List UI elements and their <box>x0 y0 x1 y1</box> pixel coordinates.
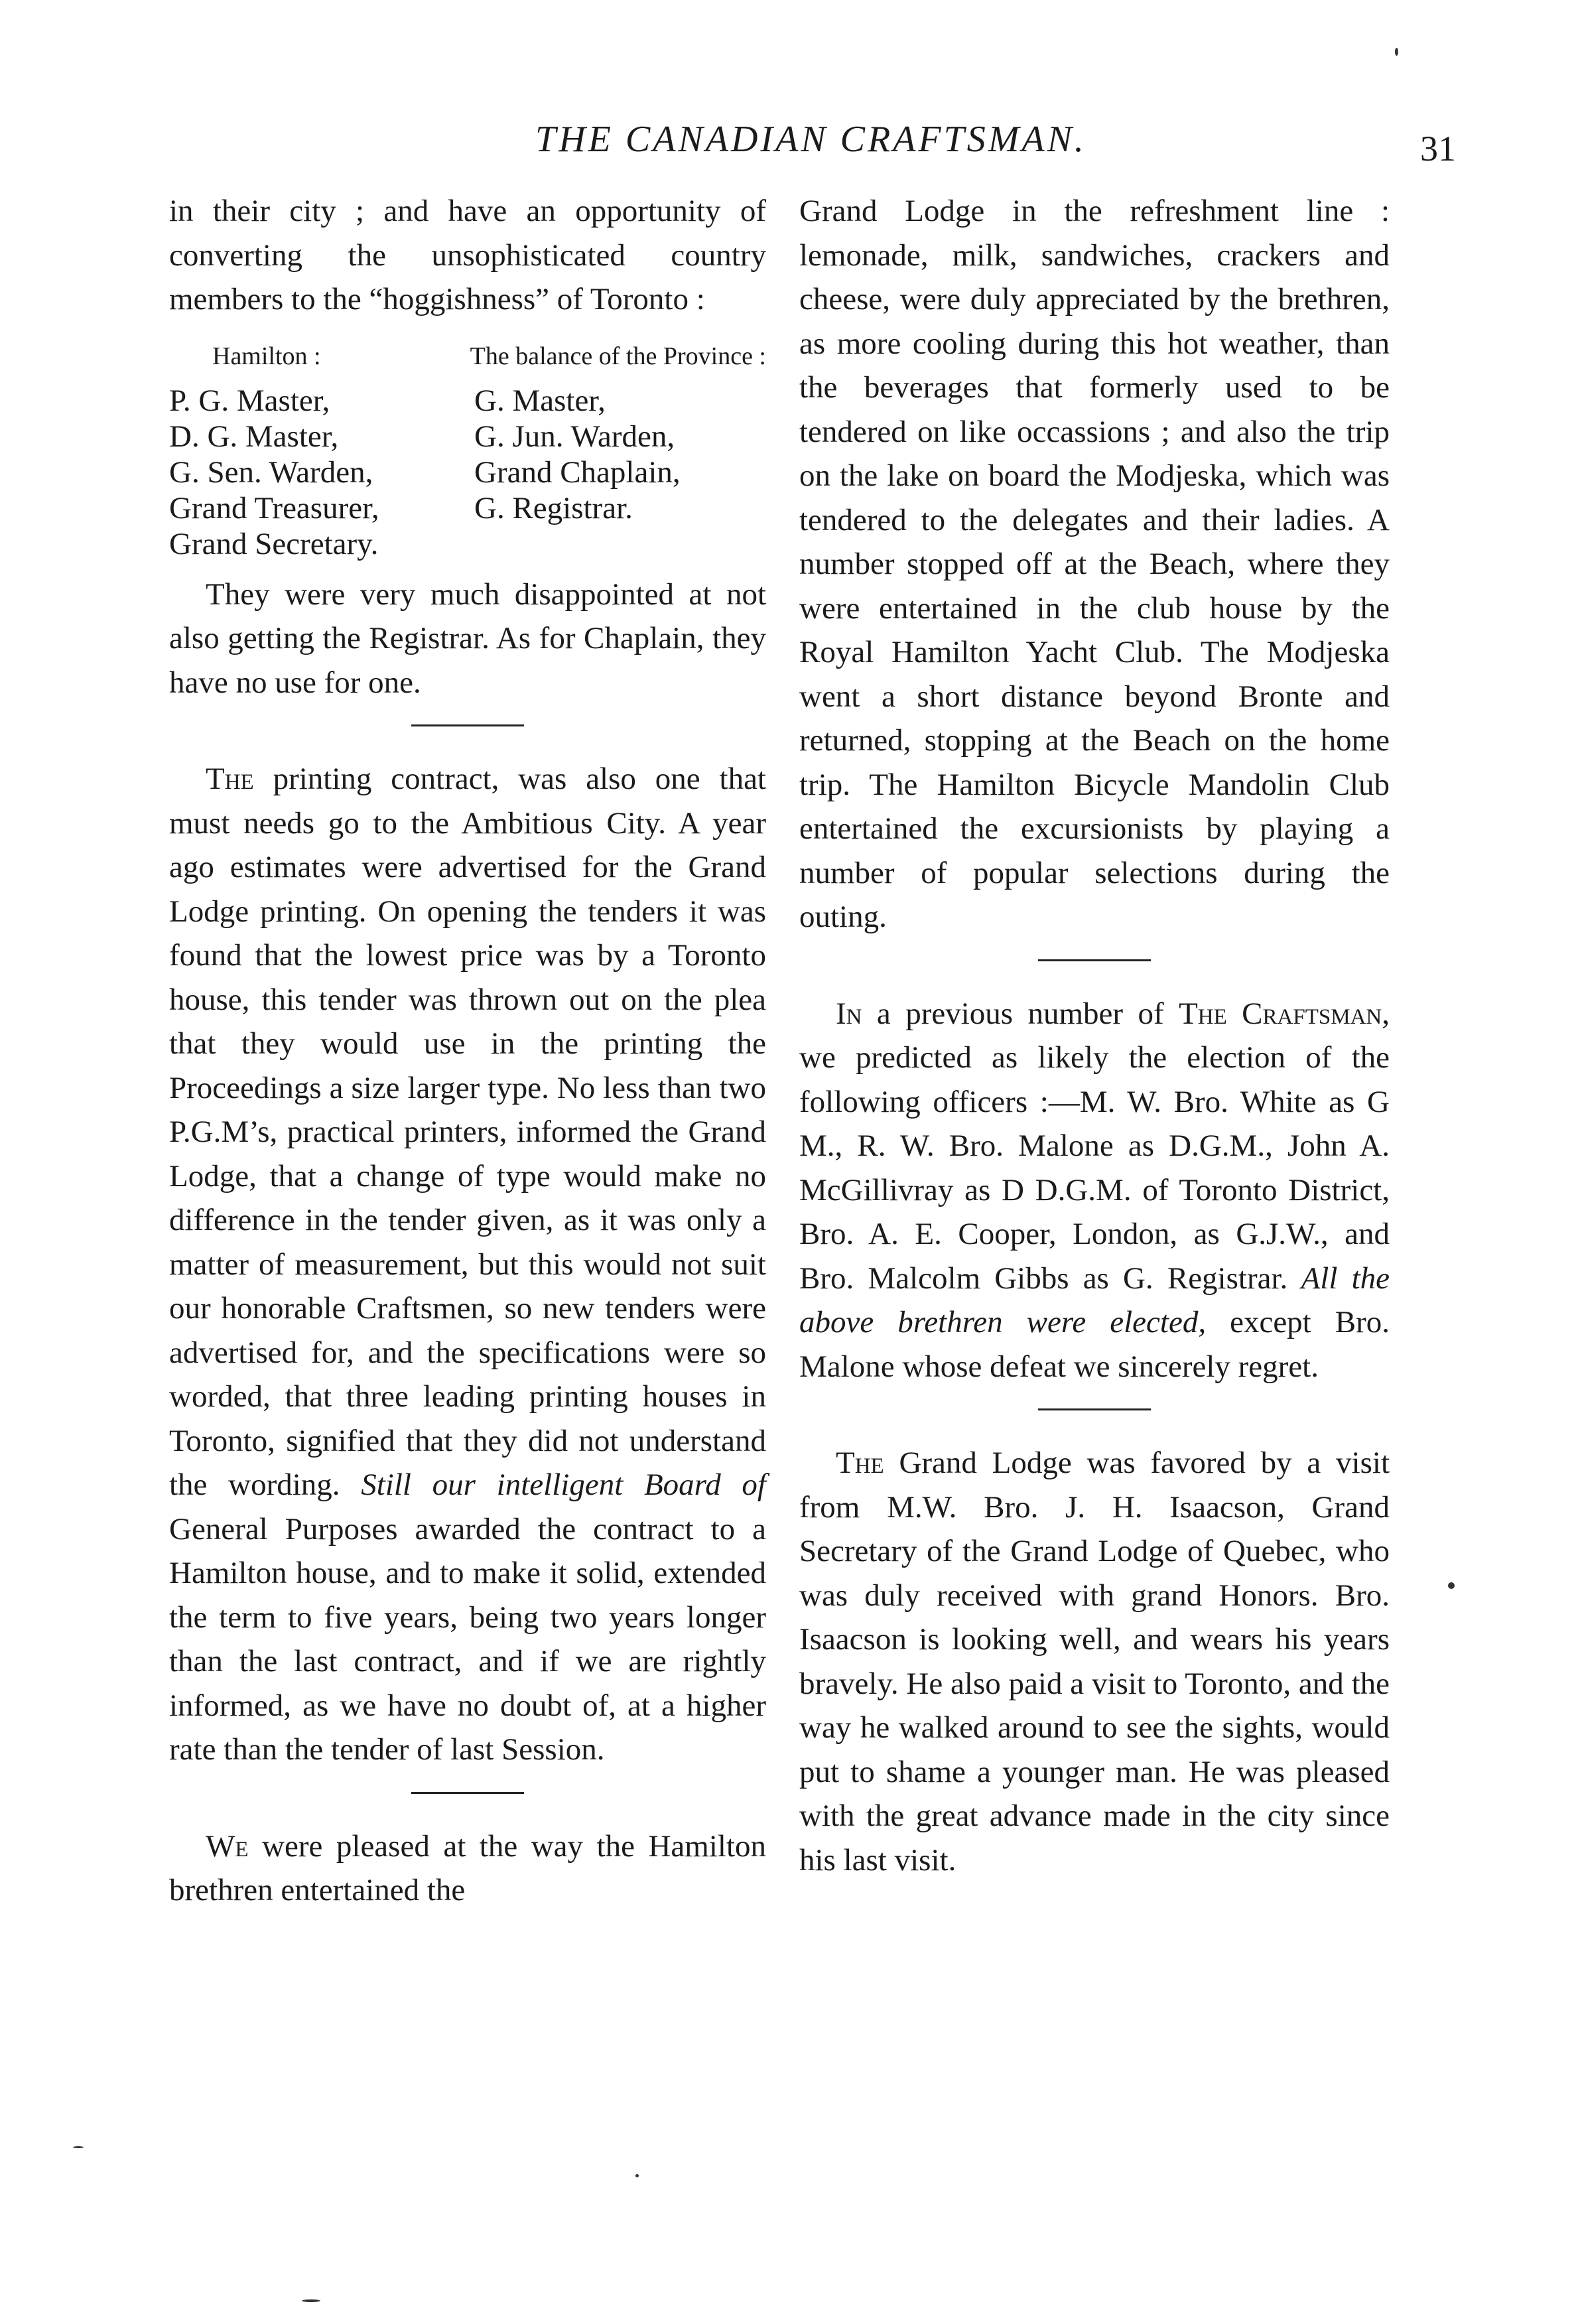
officer-hamilton: D. G. Master, <box>169 419 339 454</box>
officer-hamilton: Grand Secretary. <box>169 526 379 561</box>
italic-text: Still our intelligent Board of <box>340 1468 766 1502</box>
paragraph-text: General Purposes awarded the contract to a Hamilton house, and to make it solid, extended the term to five years, being two years longer than the last contract, and if we are rightly informed, as we have no doubt of, at a higher rate than the tender of last Session. <box>169 1511 766 1767</box>
paragraph-text: , we predicted as likely the election of the following officers :—M. W. Bro. White as G M., R. W. Bro. Malone as D.G.M., John A. McGillivray as D D.G.M. of Toronto District, Bro. A. E. Cooper, London, as G.J.W., and Bro. Malcolm Gibbs as G. Registrar. <box>799 996 1390 1296</box>
paragraph-printing-contract <box>169 757 766 1772</box>
italic-text: All the above brethren were elected, <box>799 1261 1390 1339</box>
paragraph-isaacson-visit <box>799 1441 1390 1882</box>
officer-province: G. Jun. Warden, <box>474 419 675 454</box>
officer-province: G. Registrar. <box>474 490 633 525</box>
section-divider <box>1038 1408 1151 1410</box>
paragraph-text: were pleased at the way the Hamilton brethren entertained the <box>169 1828 766 1907</box>
section-divider <box>1038 959 1151 961</box>
lead-word: The <box>206 762 254 796</box>
section-divider <box>411 724 524 726</box>
scan-speck <box>73 2146 84 2148</box>
lead-word: In <box>836 996 862 1031</box>
page-number: 31 <box>1420 129 1456 169</box>
officers-table <box>169 383 766 562</box>
paragraph-text: printing contract, was also one that must needs go to the Ambitious City. A year ago estimates were advertised for the Grand Lodge printing. On opening the tenders it was found that the lowest price was by a Toronto house, this tender was thrown out on the plea that they would use in the printing the Proceedings a size larger type. No less than two P.G.M’s, practical printers, informed the Grand Lodge, that a change of type would make no difference in the tender given, as it was only a matter of measurement, but this would not suit our honorable Craftsmen, so new tenders were advertised for, and the specifications were so worded, that three leading printing houses in Toronto, signified that they did not understand the wording. <box>169 762 766 1502</box>
officer-province <box>474 526 766 562</box>
officer-hamilton: G. Sen. Warden, <box>169 454 373 490</box>
lead-word: We <box>206 1828 249 1864</box>
officer-province: G. Master, <box>474 383 606 418</box>
officers-table-header <box>169 336 766 376</box>
province-heading: The balance of the Province : <box>470 342 766 370</box>
paragraph-toronto-hoggishness: in their city ; and have an opportunity of converting the unsophisticated country members to the “hoggishness” of Toronto : <box>169 194 766 316</box>
paragraph-election <box>799 992 1390 1389</box>
running-title: THE CANADIAN CRAFTSMAN. <box>535 119 1086 160</box>
scan-speck <box>635 2174 639 2177</box>
right-column <box>799 189 1390 1882</box>
left-column <box>169 189 766 1913</box>
page-header <box>166 113 1456 169</box>
paragraph-registrar: They were very much disappointed at not also getting the Registrar. As for Chaplain, they have no use for one. <box>169 577 766 700</box>
scan-speck <box>1395 48 1398 56</box>
officer-hamilton: Grand Treasurer, <box>169 490 379 525</box>
paragraph-text: a previous number of <box>862 996 1179 1031</box>
scan-speck <box>1448 1582 1455 1589</box>
paragraph-text: except Bro. Malone whose defeat we sincerely regret. <box>799 1305 1390 1384</box>
journal-name: The Craftsman <box>1179 996 1382 1031</box>
officer-province: Grand Chaplain, <box>474 454 681 490</box>
scan-speck <box>302 2299 320 2302</box>
paragraph-refreshments: Grand Lodge in the refreshment line : lemonade, milk, sandwiches, crackers and cheese, were duly appreciated by the brethren, as more cooling during this hot weather, than the beverages that formerly used to be tendered on like occassions ; and also the trip on the lake on board the Modjeska, which was tendered to the delegates and their ladies. A number stopped off at the Beach, where they were entertained in the club house by the Royal Hamilton Yacht Club. The Modjeska went a short distance beyond Bronte and returned, stopping at the Beach on the home trip. The Hamilton Bicycle Mandolin Club entertained the excursionists by playing a number of popular selections during the outing. <box>799 194 1390 934</box>
section-divider <box>411 1792 524 1794</box>
lead-word: The <box>836 1446 884 1480</box>
officer-hamilton: P. G. Master, <box>169 383 330 418</box>
hamilton-heading: Hamilton : <box>212 342 321 370</box>
paragraph-text: Grand Lodge was favored by a visit from M.W. Bro. J. H. Isaacson, Grand Secretary of the Grand Lodge of Quebec, who was duly received with grand Honors. Bro. Isaacson is looking well, and wears his years bravely. He also paid a visit to Toronto, and the way he walked around to see the sights, would put to shame a younger man. He was pleased with the great advance made in the city since his last visit. <box>799 1446 1390 1878</box>
paragraph-hamilton-brethren <box>169 1824 766 1913</box>
